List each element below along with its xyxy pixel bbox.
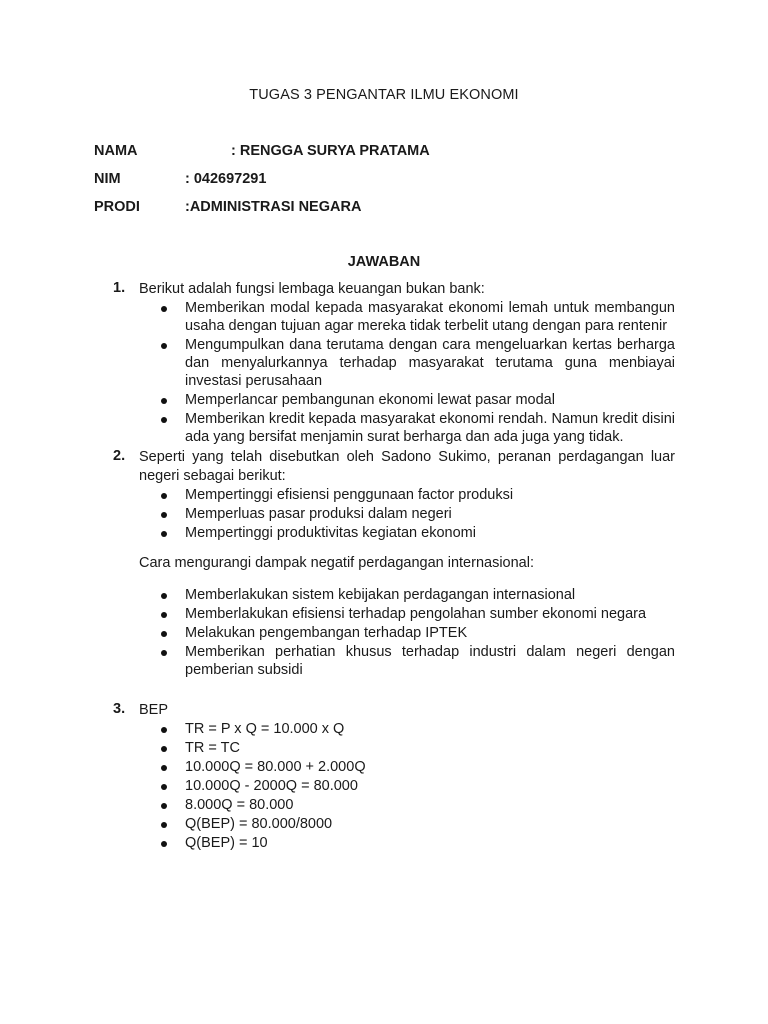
list-item [139,739,675,757]
prodi-value: :ADMINISTRASI NEGARA [185,199,362,215]
bullet-list [139,720,675,852]
answer-intro: BEP [139,702,169,718]
bullet-icon [161,784,167,790]
list-item [139,815,675,833]
prodi-label: PRODI [94,199,140,215]
nama-value: : RENGGA SURYA PRATAMA [231,143,430,159]
nama-label: NAMA [94,143,138,159]
bullet-icon [161,343,167,349]
bullet-icon [161,650,167,656]
list-item-text: TR = TC [185,740,240,756]
bullet-icon [161,306,167,312]
list-item [139,336,675,390]
list-item [139,391,675,409]
bullet-icon [161,593,167,599]
bullet-list [139,486,675,542]
bullet-icon [161,612,167,618]
list-item [139,410,675,446]
list-item-text: Memperluas pasar produksi dalam negeri [185,506,452,522]
bullet-icon [161,512,167,518]
list-item [139,624,675,642]
list-item [139,720,675,738]
bullet-icon [161,765,167,771]
list-item-text: Memberikan modal kepada masyarakat ekonomi lemah untuk membangun usaha dengan tujuan agar mereka tidak terbelit utang dengan para rentenir [185,300,675,334]
answer-number: 3. [113,701,126,717]
bullet-icon [161,398,167,404]
nim-label: NIM [94,171,121,187]
list-item-text: TR = P x Q = 10.000 x Q [185,721,345,737]
bullet-icon [161,727,167,733]
list-item [139,299,675,335]
bullet-icon [161,803,167,809]
bullet-icon [161,531,167,537]
bullet-icon [161,841,167,847]
list-item-text: 10.000Q - 2000Q = 80.000 [185,778,358,794]
nim-value: : 042697291 [185,171,267,187]
answers-list [113,280,675,852]
answer-item [113,448,675,679]
list-item-text: Melakukan pengembangan terhadap IPTEK [185,625,468,641]
list-item [139,758,675,776]
document-title: TUGAS 3 PENGANTAR ILMU EKONOMI [249,87,519,103]
list-item [139,643,675,679]
answer-number: 2. [113,448,126,464]
answer-intro: Seperti yang telah disebutkan oleh Sadono Sukimo, peranan perdagangan luar negeri sebagai berikut: [139,449,675,484]
answer-intro-secondary: Cara mengurangi dampak negatif perdagangan internasional: [139,555,534,571]
list-item [139,834,675,852]
answer-item [113,280,675,446]
list-item-text: Q(BEP) = 80.000/8000 [185,816,333,832]
list-item-text: Memberikan perhatian khusus terhadap industri dalam negeri dengan pemberian subsidi [185,644,675,678]
bullet-list [139,299,675,446]
list-item [139,605,675,623]
bullet-icon [161,631,167,637]
bullet-list-secondary [139,586,675,679]
list-item [139,505,675,523]
list-item-text: Mempertinggi efisiensi penggunaan factor produksi [185,487,514,503]
list-item-text: Memberlakukan efisiensi terhadap pengolahan sumber ekonomi negara [185,606,647,622]
list-item-text: Memperlancar pembangunan ekonomi lewat pasar modal [185,392,555,408]
list-item [139,486,675,504]
answers-heading: JAWABAN [347,254,421,270]
answer-intro: Berikut adalah fungsi lembaga keuangan bukan bank: [139,281,485,297]
list-item [139,796,675,814]
list-item-text: 8.000Q = 80.000 [185,797,294,813]
list-item-text: Mengumpulkan dana terutama dengan cara mengeluarkan kertas berharga dan menyalurkannya terhadap masyarakat terutama guna menbiayai investasi perusahaan [185,337,675,389]
answer-item [113,701,675,852]
list-item-text: Memberlakukan sistem kebijakan perdagangan internasional [185,587,576,603]
bullet-icon [161,493,167,499]
list-item-text: Q(BEP) = 10 [185,835,268,851]
list-item-text: 10.000Q = 80.000 + 2.000Q [185,759,366,775]
bullet-icon [161,417,167,423]
list-item-text: Mempertinggi produktivitas kegiatan ekonomi [185,525,476,541]
bullet-icon [161,746,167,752]
list-item-text: Memberikan kredit kepada masyarakat ekonomi rendah. Namun kredit disini ada yang bersifat menjamin surat berharga dan ada juga yang tidak. [185,411,675,445]
bullet-icon [161,822,167,828]
answer-number: 1. [113,280,126,296]
list-item [139,777,675,795]
list-item [139,586,675,604]
list-item [139,524,675,542]
